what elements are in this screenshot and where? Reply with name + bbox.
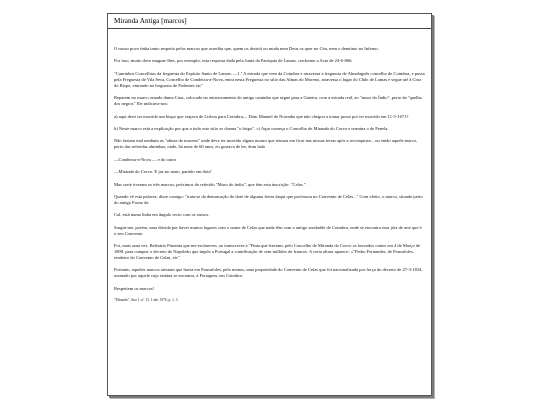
paragraph: "Caminhos Concelhios da freguesia do Espírito Santo de Lamas: —1.º A estrada que vem da Coimbra e atravessa a freguesia de Almalaguês concelho de Coimbra, e passa pela Freguesia de Vila Seca, Concelho de Condeixa-a-Nova, entra nesta Freguesia no sítio das Almas do Moreno, atravessa o lugar do Chão de Lamas e segue até à Cruz do Bispo, entrando na freguesia de Podentes etc" (114, 70, 425, 88)
page-title: Miranda Antiga [marcos] (108, 14, 431, 29)
paragraph: b) Neste marco está a explicação por que a todo este sítio se chama "o bispo". c) Aqui começa o Concelho de Miranda do Corvo e termina o de Penela. (114, 125, 389, 131)
paragraph: —Condeixa-a-Nova — e do outro (114, 156, 177, 162)
source-citation: "Miranda", Ano 1, nº 13. 1 abr, 1976, p. 1, 3 (114, 298, 178, 303)
paragraph: a) aqui deve ter morrido um bispo que viajava de Lisboa para Coimbra— Dom Manuel de Noronha que não chegou a tomar posse por ter morrido em 11-5-1671? (114, 113, 409, 119)
paragraph: —Miranda do Corvo. E jaz no mato, partido em dois! (114, 169, 212, 175)
paragraph: Respeitem os marcos! (114, 285, 155, 291)
paragraph: Quando vê esta palavra, disse comigo: "trata-se da demarcação do dote de alguma freira daqui que professou no Convento de Celas..." Com efeito, o marco, situado perto do antigo Forno da (114, 193, 423, 205)
paragraph: Mas sorte tiveram os três marcos, próximos do referido "Muro do índio", que têm esta inscrição: "Celas ". (114, 181, 307, 187)
document-page (107, 13, 432, 396)
paragraph: Reparem no marco ornado duma Cruz, colocado no entroncamento do antigo caminho que segue para a Gateira, com a estrada real, ao "muro do Índio", perto da "quelha dos negros" Ele indicava-nos: (114, 95, 422, 107)
paragraph: Não faziam mal nenhum as "almas do moreno" onde deve ter morrido algum mouro que teimou em ficar nas nossas terras após a reconquista... ou então aquele marco, perto das referidas alminhas, onde, há mais de 60 anos, eu gostava de ler, dum lado (114, 138, 418, 150)
paragraph: O nosso povo tinha tanto respeito pelos marcos que acredita que, quem os destrói ou muda nem Deus os quer no Céu, nem o demónio no Inferno. (114, 46, 379, 51)
paragraph: Portanto, aqueles marcos atestam que havia em Pousafoles, pelo menos, uma propriedade do Convento de Celas que foi nacionalizada por força do decreto de 27-3-1834, assinado por aquele cuja estátua se encontra, à Portagem, em Coimbra. (114, 267, 423, 279)
paragraph: Foi, mais uma vez, Belisário Pimenta que me esclareceu, ao transcrever a "Finta que fizeram, pelo Concelho de Miranda do Corvo os louvados cintos em 4 de Março de 1808, para cumprir o decreto de Napoleão que impôs a Portugal a contribuição de cem milhões de francos. A certa altura aparece: «"Pedro Fernandes, de Pousafoles, rendeiro do Convento de Celas, etc" (114, 243, 421, 261)
paragraph: Cal, está numa linha em ângulo recto com os outros. (114, 212, 210, 218)
article-body (108, 29, 431, 303)
paragraph: Por isso, muito deve magoar-lhes, por exemplo, esta resposta dada pela Junta da Paróquia de Lamas, conforme a Acta de 24-6-866: (114, 58, 353, 64)
paragraph: Surgiu-me, porém, uma dúvida por haver muitos lugares com o nome de Celas que nada têm com o antigo arrabalde de Coimbra, onde se encontra essa jóia de arte que é o seu Convento. (114, 224, 422, 236)
